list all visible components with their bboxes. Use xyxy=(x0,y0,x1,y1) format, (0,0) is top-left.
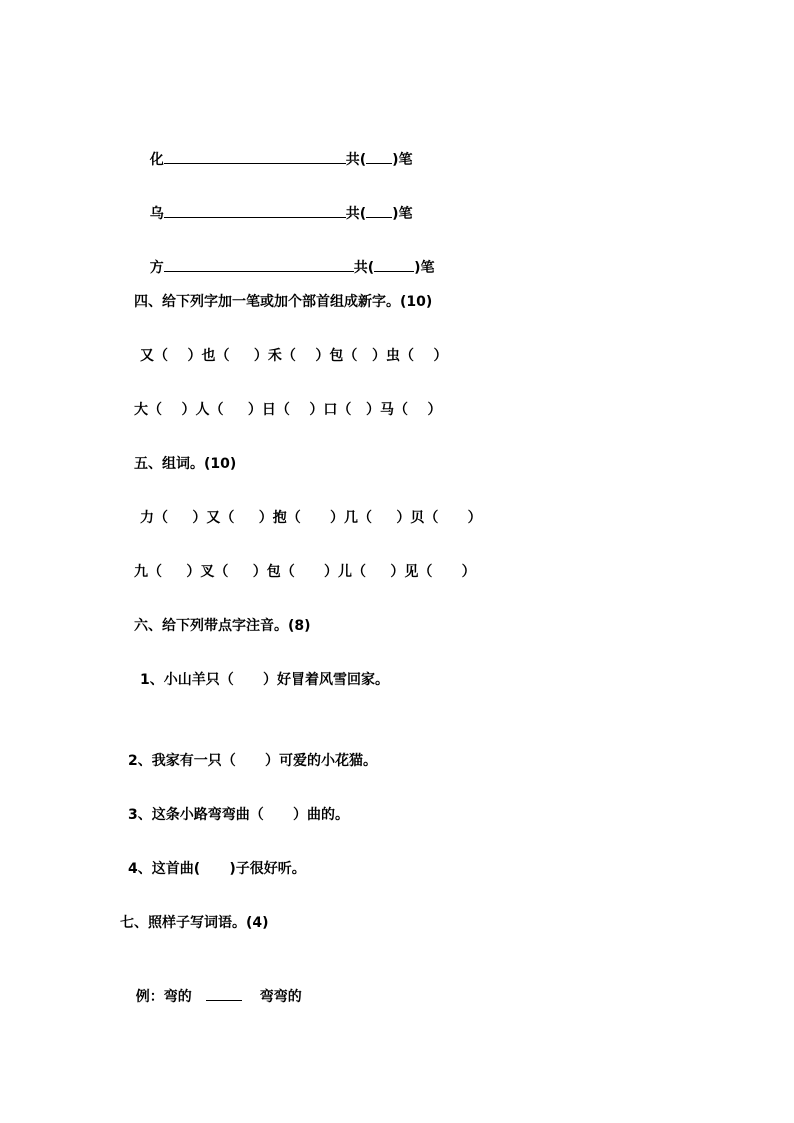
section-4-row-1: 又（ ）也（ ）禾（ ）包（ ）虫（ ） xyxy=(140,348,448,364)
stroke-total-open: 共( xyxy=(353,260,375,276)
answer-blank[interactable] xyxy=(164,203,346,218)
section-6-sentence-4: 4、这首曲( )子很好听。 xyxy=(128,861,306,877)
section-6-sentence-2: 2、我家有一只（ ）可爱的小花猫。 xyxy=(128,753,377,769)
stroke-total-close: )笔 xyxy=(414,260,435,276)
stroke-line-1 xyxy=(140,131,413,169)
stroke-line-3 xyxy=(140,239,435,277)
section-7-example xyxy=(126,968,302,1006)
stroke-total-close: )笔 xyxy=(392,206,413,222)
section-6-sentence-1: 1、小山羊只（ ）好冒着风雪回家。 xyxy=(140,672,389,688)
stroke-total-open: 共( xyxy=(345,206,367,222)
answer-blank[interactable] xyxy=(164,257,354,272)
stroke-total-close: )笔 xyxy=(392,152,413,168)
stroke-char: 方 xyxy=(149,260,164,276)
section-4-title: 四、给下列字加一笔或加个部首组成新字。(10) xyxy=(134,294,433,310)
section-6-sentence-3: 3、这条小路弯弯曲（ ）曲的。 xyxy=(128,807,349,823)
stroke-char: 乌 xyxy=(149,206,164,222)
answer-blank[interactable] xyxy=(164,149,346,164)
section-5-row-2: 九（ ）叉（ ）包（ ）儿（ ）见（ ） xyxy=(134,564,476,580)
section-7-title: 七、照样子写词语。(4) xyxy=(120,915,269,931)
count-blank[interactable] xyxy=(366,149,392,164)
stroke-char: 化 xyxy=(149,152,164,168)
stroke-total-open: 共( xyxy=(345,152,367,168)
example-prefix: 例：弯的 xyxy=(135,989,192,1005)
count-blank[interactable] xyxy=(366,203,392,218)
section-5-row-1: 力（ ）又（ ）抱（ ）几（ ）贝（ ） xyxy=(140,510,482,526)
example-blank[interactable] xyxy=(206,986,242,1001)
section-6-title: 六、给下列带点字注音。(8) xyxy=(134,618,311,634)
count-blank[interactable] xyxy=(374,257,414,272)
section-5-title: 五、组词。(10) xyxy=(134,456,237,472)
example-suffix: 弯弯的 xyxy=(259,989,302,1005)
stroke-line-2 xyxy=(140,185,413,223)
section-4-row-2: 大（ ）人（ ）日（ ）口（ ）马（ ） xyxy=(134,402,442,418)
